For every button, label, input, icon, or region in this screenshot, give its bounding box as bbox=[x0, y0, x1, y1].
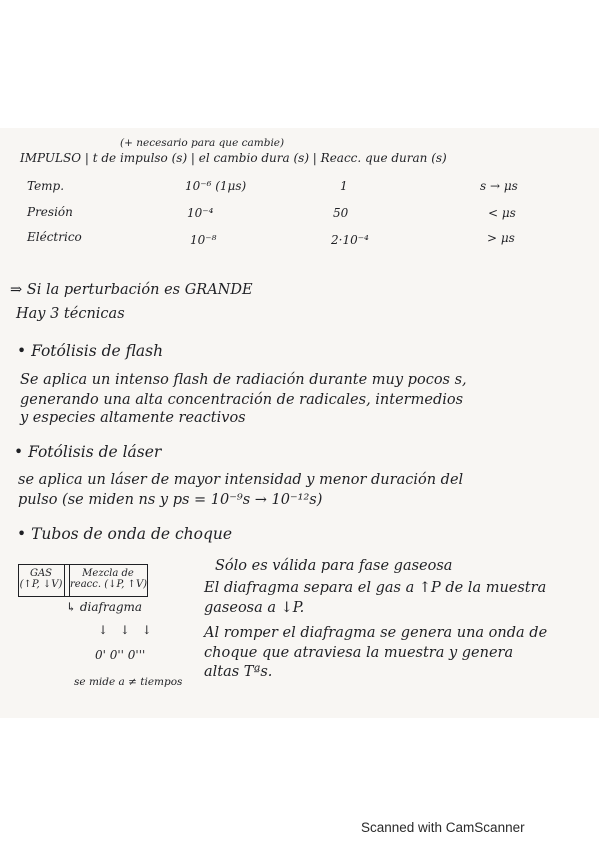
row-label-temp: Temp. bbox=[27, 179, 65, 193]
shock-title: • Tubos de onda de choque bbox=[17, 525, 233, 543]
diaphragm-label: ↳ diafragma bbox=[66, 600, 143, 614]
row-change-electric: 2·10⁻⁴ bbox=[331, 233, 369, 247]
arrows-down-icon: ↓ ↓ ↓ bbox=[98, 623, 156, 637]
measure-points: 0' 0'' 0''' bbox=[95, 648, 146, 662]
row-impulse-temp: 10⁻⁶ (1μs) bbox=[185, 179, 247, 193]
flash-line-3: y especies altamente reactivos bbox=[20, 410, 246, 426]
shock-line-1: Sólo es válida para fase gaseosa bbox=[215, 558, 453, 574]
techniques-count: Hay 3 técnicas bbox=[16, 306, 125, 322]
shock-line-2: El diafragma separa el gas a ↑P de la muestra bbox=[204, 580, 547, 596]
laser-line-1: se aplica un láser de mayor intensidad y menor duración del bbox=[18, 472, 464, 488]
row-reaction-pressure: < μs bbox=[488, 206, 516, 220]
reaction-compartment: Mezcla de reacc. (↓P, ↑V) bbox=[70, 568, 148, 590]
shock-line-5: choque que atraviesa la muestra y genera bbox=[204, 645, 514, 661]
perturbation-heading: ⇒ Si la perturbación es GRANDE bbox=[10, 282, 253, 298]
flash-title: • Fotólisis de flash bbox=[17, 342, 164, 360]
row-impulse-electric: 10⁻⁸ bbox=[190, 233, 217, 247]
shock-line-6: altas Tªs. bbox=[204, 664, 273, 680]
laser-title: • Fotólisis de láser bbox=[14, 443, 162, 461]
row-reaction-electric: > μs bbox=[487, 231, 515, 245]
gas-compartment: GAS (↑P, ↓V) bbox=[19, 568, 63, 590]
measure-times: se mide a ≠ tiempos bbox=[74, 676, 183, 688]
row-label-electric: Eléctrico bbox=[27, 230, 82, 244]
shock-line-3: gaseosa a ↓P. bbox=[204, 600, 305, 616]
flash-line-2: generando una alta concentración de radicales, intermedios bbox=[20, 392, 464, 408]
table-header: IMPULSO | t de impulso (s) | el cambio dura (s) | Reacc. que duran (s) bbox=[20, 151, 447, 165]
row-change-temp: 1 bbox=[340, 179, 348, 193]
row-reaction-temp: s → μs bbox=[480, 179, 518, 193]
row-label-pressure: Presión bbox=[27, 205, 73, 219]
flash-line-1: Se aplica un intenso flash de radiación durante muy pocos s, bbox=[20, 372, 467, 388]
row-impulse-pressure: 10⁻⁴ bbox=[187, 206, 214, 220]
scanner-watermark: Scanned with CamScanner bbox=[361, 820, 525, 835]
note-top: (+ necesario para que cambie) bbox=[120, 137, 285, 149]
shock-line-4: Al romper el diafragma se genera una onda de bbox=[204, 625, 548, 641]
row-change-pressure: 50 bbox=[333, 206, 349, 220]
laser-line-2: pulso (se miden ns y ps = 10⁻⁹s → 10⁻¹²s) bbox=[18, 492, 323, 508]
